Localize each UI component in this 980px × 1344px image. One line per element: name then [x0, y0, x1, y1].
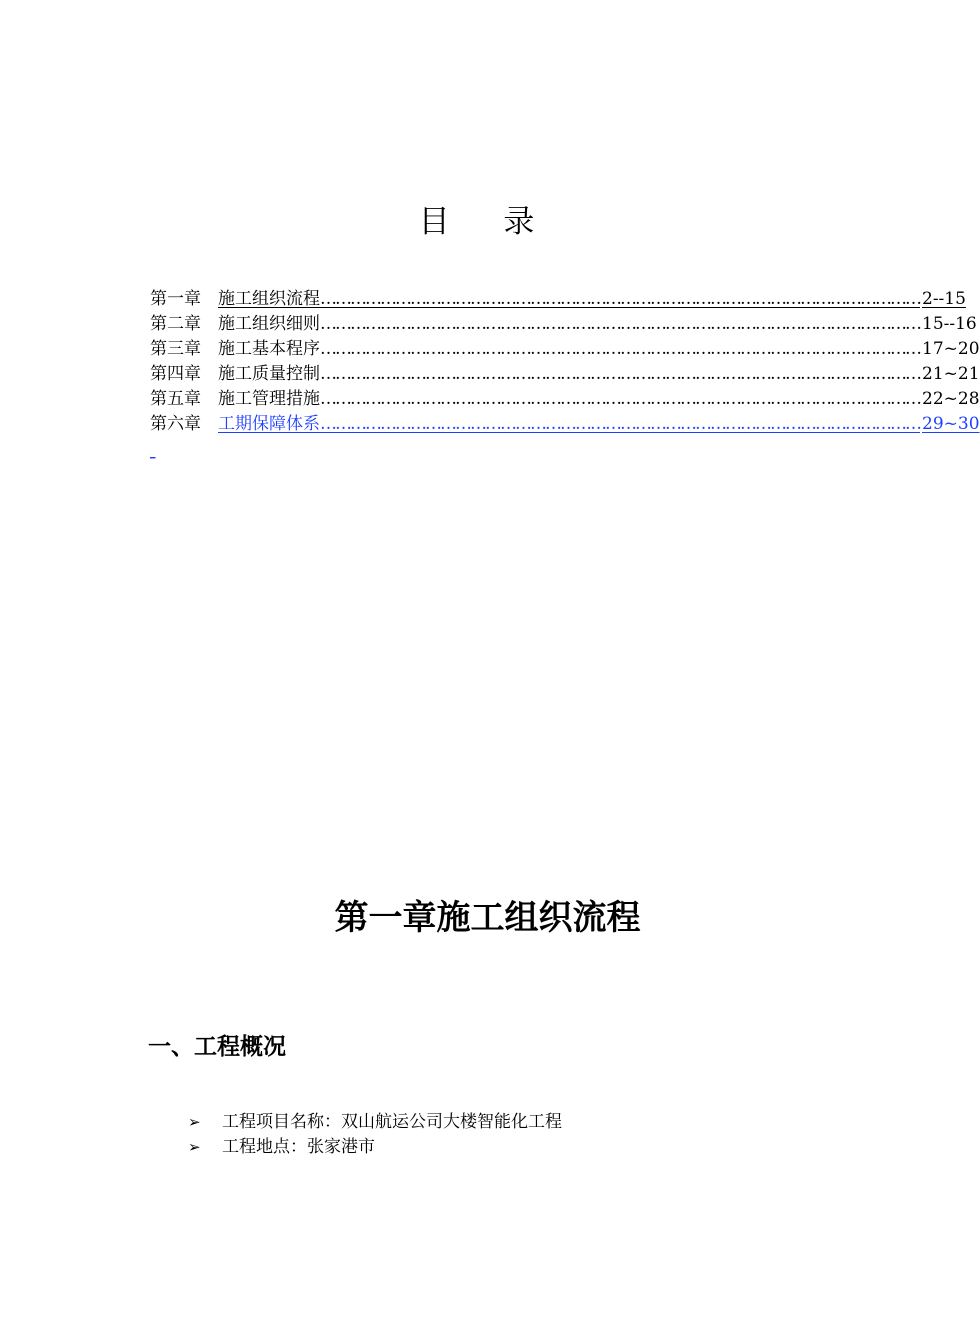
- chapter-title: 第一章施工组织流程: [334, 898, 641, 938]
- toc-chapter-name[interactable]: 施工组织流程: [218, 289, 320, 309]
- toc-chapter-number: 第四章: [150, 364, 201, 384]
- toc-chapter-name[interactable]: 施工组织细则: [218, 314, 320, 334]
- toc-dot-leader: …………………………………………………………………………………………………………: [320, 389, 920, 409]
- toc-dot-leader: …………………………………………………………………………………………………………: [320, 289, 920, 309]
- toc-page-range: 15--16: [922, 314, 977, 334]
- arrow-bullet-icon: ➢: [188, 1113, 201, 1131]
- toc-dot-leader[interactable]: …………………………………………………………………………………………………………: [320, 414, 920, 434]
- toc-page-range: 21~21: [922, 364, 980, 384]
- toc-page-range-link[interactable]: 29~30: [922, 414, 980, 434]
- toc-chapter-link[interactable]: 工期保障体系: [218, 414, 320, 434]
- toc-entry-5[interactable]: [150, 387, 980, 412]
- toc-chapter-number: 第一章: [150, 289, 201, 309]
- toc-entry-6[interactable]: [150, 412, 980, 437]
- list-item-text: 工程项目名称：双山航运公司大楼智能化工程: [222, 1112, 562, 1132]
- toc-dot-leader: …………………………………………………………………………………………………………: [320, 364, 920, 384]
- toc-page-range: 2--15: [922, 289, 966, 309]
- toc-dot-leader: …………………………………………………………………………………………………………: [320, 339, 920, 359]
- toc-chapter-number: 第二章: [150, 314, 201, 334]
- toc-entry-1[interactable]: [150, 287, 966, 312]
- toc-entry-3[interactable]: [150, 337, 980, 362]
- list-item-text: 工程地点：张家港市: [222, 1137, 375, 1157]
- toc-chapter-name[interactable]: 施工质量控制: [218, 364, 320, 384]
- toc-title: 目 录: [418, 204, 557, 240]
- toc-page-range: 17~20: [922, 339, 980, 359]
- table-of-contents: [150, 287, 980, 437]
- toc-chapter-number: 第五章: [150, 389, 201, 409]
- toc-chapter-number: 第六章: [150, 414, 201, 434]
- toc-chapter-name[interactable]: 施工基本程序: [218, 339, 320, 359]
- toc-chapter-name[interactable]: 施工管理措施: [218, 389, 320, 409]
- list-item: [188, 1135, 562, 1160]
- toc-dot-leader: …………………………………………………………………………………………………………: [320, 314, 920, 334]
- hyperlink-stub[interactable]: _: [150, 446, 156, 459]
- section-title: 一、工程概况: [148, 1034, 286, 1060]
- toc-chapter-number: 第三章: [150, 339, 201, 359]
- bullet-list: [188, 1110, 562, 1160]
- toc-page-range: 22~28: [922, 389, 980, 409]
- toc-entry-4[interactable]: [150, 362, 980, 387]
- arrow-bullet-icon: ➢: [188, 1138, 201, 1156]
- toc-entry-2[interactable]: [150, 312, 977, 337]
- list-item: [188, 1110, 562, 1135]
